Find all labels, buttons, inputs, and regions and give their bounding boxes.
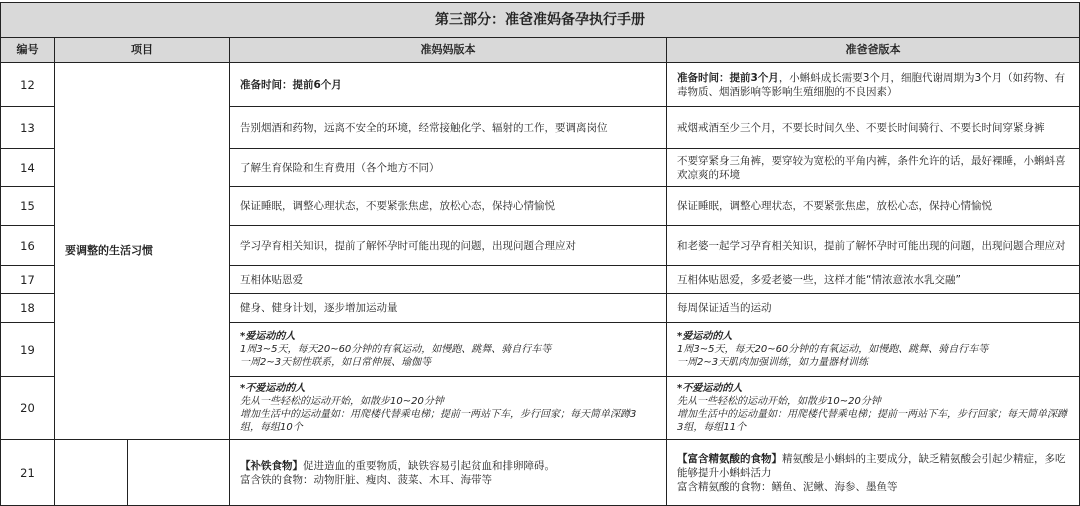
row-number: 16 [20,238,35,253]
dad-cell [666,322,1080,377]
item-cell-empty [127,439,230,506]
table-row-number [0,186,55,226]
dad-heading: *不爱运动的人 [677,383,743,394]
dad-text: 精氨酸是小蝌蚪的主要成分，缺乏精氨酸会引起少精症，多吃能够提升小蝌蚪活力 [677,452,1066,479]
mom-line: 先从一些轻松的运动开始，如散步10~20分钟 [240,396,444,407]
category-cell [54,62,230,440]
mom-cell [229,322,667,377]
header-mom-label: 准妈妈版本 [420,43,476,56]
mom-cell [229,439,667,506]
dad-text-bold: 准备时间：提前3个月 [677,71,779,84]
header-number [0,37,55,63]
mom-cell [229,376,667,440]
row-number: 14 [20,160,35,175]
table-title-text: 第三部分：准爸准妈备孕执行手册 [435,12,645,28]
dad-text: ，小蝌蚪成长需要3个月，细胞代谢周期为3个月（如药物、有毒物质、烟酒影响等影响生殖细胞的不良因素） [677,71,1066,98]
header-dad-label: 准爸爸版本 [845,43,901,56]
row-number: 13 [20,120,35,135]
table-row-number [0,148,55,187]
dad-cell [666,148,1080,187]
header-number-label: 编号 [16,43,39,56]
subcategory-cell-empty [54,439,128,506]
dad-line: 先从一些轻松的运动开始，如散步10~20分钟 [677,396,881,407]
mom-text: 保证睡眠，调整心理状态，不要紧张焦虑，放松心态，保持心情愉悦 [240,200,555,212]
dad-text: 戒烟戒酒至少三个月，不要长时间久坐、不要长时间骑行、不要长时间穿紧身裤 [677,121,1045,134]
mom-text: 健身、健身计划，逐步增加运动量 [240,302,398,314]
mom-line: 增加生活中的运动量如：用爬楼代替乘电梯；提前一两站下车，步行回家；每天简单深蹲3组，每组10个 [240,409,637,433]
header-dad-version [666,37,1080,63]
header-item [54,37,230,63]
mom-cell [229,62,667,107]
mom-line: 富含铁的食物：动物肝脏、瘦肉、菠菜、木耳、海带等 [240,473,492,486]
dad-text: 和老婆一起学习孕育相关知识，提前了解怀孕时可能出现的问题，出现问题合理应对 [677,239,1066,252]
mom-text-bold: 【补铁食物】 [240,459,303,472]
row-number: 12 [20,77,35,92]
mom-cell [229,186,667,226]
dad-cell [666,225,1080,266]
dad-text: 不要穿紧身三角裤，要穿较为宽松的平角内裤，条件允许的话，最好裸睡，小蝌蚪喜欢凉爽的环境 [677,154,1066,181]
dad-line: 一周2~3天肌肉加强训练，如力量器材训练 [677,357,869,368]
table-row-number [0,62,55,107]
dad-line: 富含精氨酸的食物：鳝鱼、泥鳅、海参、墨鱼等 [677,480,898,493]
table-row-number [0,265,55,294]
table-row-number [0,293,55,323]
dad-cell [666,265,1080,294]
mom-text: 告别烟酒和药物，远离不安全的环境，经常接触化学、辐射的工作，要调离岗位 [240,121,608,134]
mom-heading: *爱运动的人 [240,331,296,342]
row-number: 19 [20,342,35,357]
mom-line: 一周2~3天韧性联系，如日常伸展、瑜伽等 [240,357,432,368]
mom-line: 1周3~5天，每天20~60分钟的有氧运动，如慢跑、跳舞、骑自行车等 [240,344,552,355]
mom-cell [229,106,667,149]
mom-text: 了解生育保险和生育费用（各个地方不同） [240,161,440,174]
dad-cell [666,293,1080,323]
mom-text-bold: 准备时间：提前6个月 [240,78,342,91]
category-label: 要调整的生活习惯 [65,244,153,257]
header-item-label: 项目 [131,43,153,56]
mom-cell [229,148,667,187]
row-number: 21 [20,465,35,480]
dad-cell [666,439,1080,506]
header-mom-version [229,37,667,63]
dad-line: 增加生活中的运动量如：用爬楼代替乘电梯；提前一两站下车，步行回家；每天简单深蹲3组，每组11个 [677,409,1067,433]
mom-text: 互相体贴恩爱 [240,273,303,286]
dad-text: 互相体贴恩爱，多爱老婆一些，这样才能“情浓意浓水乳交融” [677,273,961,286]
table-row-number [0,439,55,506]
dad-text: 保证睡眠，调整心理状态，不要紧张焦虑，放松心态，保持心情愉悦 [677,200,992,212]
table-row-number [0,376,55,440]
mom-cell [229,225,667,266]
row-number: 15 [20,199,35,213]
mom-cell [229,265,667,294]
table-row-number [0,106,55,149]
dad-cell [666,106,1080,149]
mom-heading: *不爱运动的人 [240,383,306,394]
dad-cell [666,62,1080,107]
row-number: 20 [20,401,35,415]
row-number: 17 [20,272,35,287]
mom-text: 促进造血的重要物质，缺铁容易引起贫血和排卵障碍。 [303,459,555,472]
table-row-number [0,225,55,266]
table-title [0,2,1080,38]
dad-cell [666,376,1080,440]
row-number: 18 [20,301,35,315]
dad-heading: *爱运动的人 [677,331,733,342]
dad-text-bold: 【富含精氨酸的食物】 [677,452,782,465]
mom-text: 学习孕育相关知识，提前了解怀孕时可能出现的问题，出现问题合理应对 [240,239,576,252]
dad-cell [666,186,1080,226]
mom-cell [229,293,667,323]
dad-text: 每周保证适当的运动 [677,302,772,314]
dad-line: 1周3~5天，每天20~60分钟的有氧运动，如慢跑、跳舞、骑自行车等 [677,344,989,355]
table-row-number [0,322,55,377]
